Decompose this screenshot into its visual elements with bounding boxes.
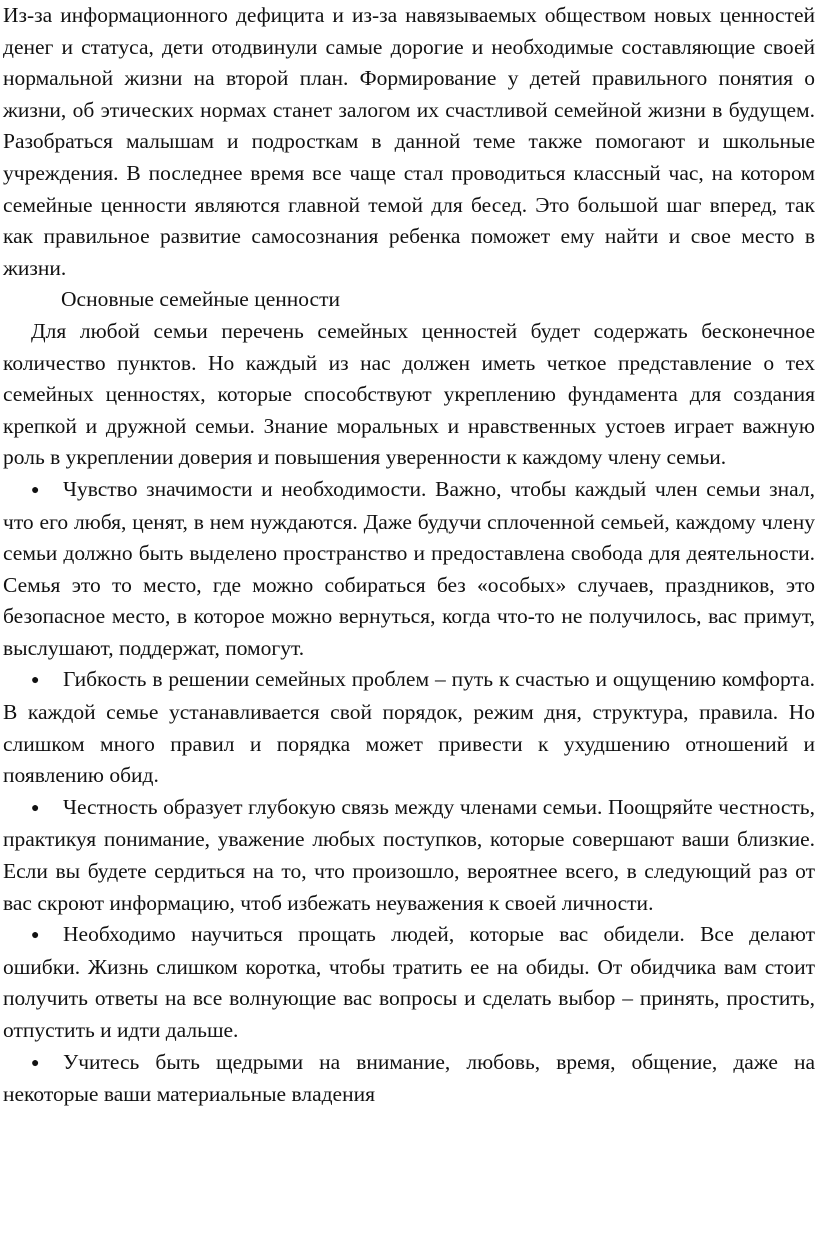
bullet-text: Честность образует глубокую связь между членами семьи. Поощряйте честность, практикуя понимание, уважение любых поступков, которые совершают ваши близкие. Если вы будете сердиться на то, что произошло, вероятнее всего, в следующий раз от вас скроют информацию, чтоб избежать неуважения к своей личности. bbox=[3, 794, 815, 915]
bullet-item-4 bbox=[3, 919, 815, 1046]
bullet-text: Учитесь быть щедрыми на внимание, любовь, время, общение, даже на некоторые ваши материальные владения bbox=[3, 1049, 815, 1107]
bullet-item-3 bbox=[3, 792, 815, 919]
section-intro-paragraph: Для любой семьи перечень семейных ценностей будет содержать бесконечное количество пунктов. Но каждый из нас должен иметь четкое представление о тех семейных ценностях, которые способствуют укреплению фундамента для создания крепкой и дружной семьи. Знание моральных и нравственных устоев играет важную роль в укреплении доверия и повышения уверенности к каждому члену семьи. bbox=[3, 318, 815, 470]
bullet-text: Необходимо научиться прощать людей, которые вас обидели. Все делают ошибки. Жизнь слишком коротка, чтобы тратить ее на обиды. От обидчика вам стоит получить ответы на все волнующие вас вопросы и сделать выбор – принять, простить, отпустить и идти дальше. bbox=[3, 922, 815, 1042]
bullet-icon: ● bbox=[31, 800, 40, 816]
bullet-text: Чувство значимости и необходимости. Важно, чтобы каждый член семьи знал, что его любя, ценят, в нем нуждаются. Даже будучи сплоченной семьей, каждому члену семьи должно быть выделено пространство и предоставлена свобода для деятельности. Семья это то место, где можно собираться без «особых» случаев, праздников, это безопасное место, в которое можно вернуться, когда что-то не получилось, вас примут, выслушают, поддержат, помогут. bbox=[3, 476, 815, 660]
intro-paragraph: Из-за информационного дефицита и из-за навязываемых обществом новых ценностей денег и статуса, дети отодвинули самые дорогие и необходимые составляющие своей нормальной жизни на второй план. Формирование у детей правильного понятия о жизни, об этических нормах станет залогом их счастливой семейной жизни в будущем. Разобраться малышам и подросткам в данной теме также помогают и школьные учреждения. В последнее время все чаще стал проводиться классный час, на котором семейные ценности являются главной темой для бесед. Это большой шаг вперед, так как правильное развитие самосознания ребенка поможет ему найти и свое место в жизни. bbox=[3, 3, 815, 280]
bullet-icon: ● bbox=[31, 1055, 40, 1071]
bullet-icon: ● bbox=[31, 482, 40, 498]
bullet-item-1 bbox=[3, 474, 815, 665]
section-title: Основные семейные ценности bbox=[61, 287, 341, 312]
bullet-text: Гибкость в решении семейных проблем – путь к счастью и ощущению комфорта. В каждой семье устанавливается свой порядок, режим дня, структура, правила. Но слишком много правил и порядка может привести к ухудшению отношений и появлению обид. bbox=[3, 667, 815, 788]
bullet-item-5 bbox=[3, 1047, 815, 1111]
bullet-item-2 bbox=[3, 664, 815, 791]
bullet-icon: ● bbox=[31, 673, 40, 689]
bullet-icon: ● bbox=[31, 928, 40, 944]
